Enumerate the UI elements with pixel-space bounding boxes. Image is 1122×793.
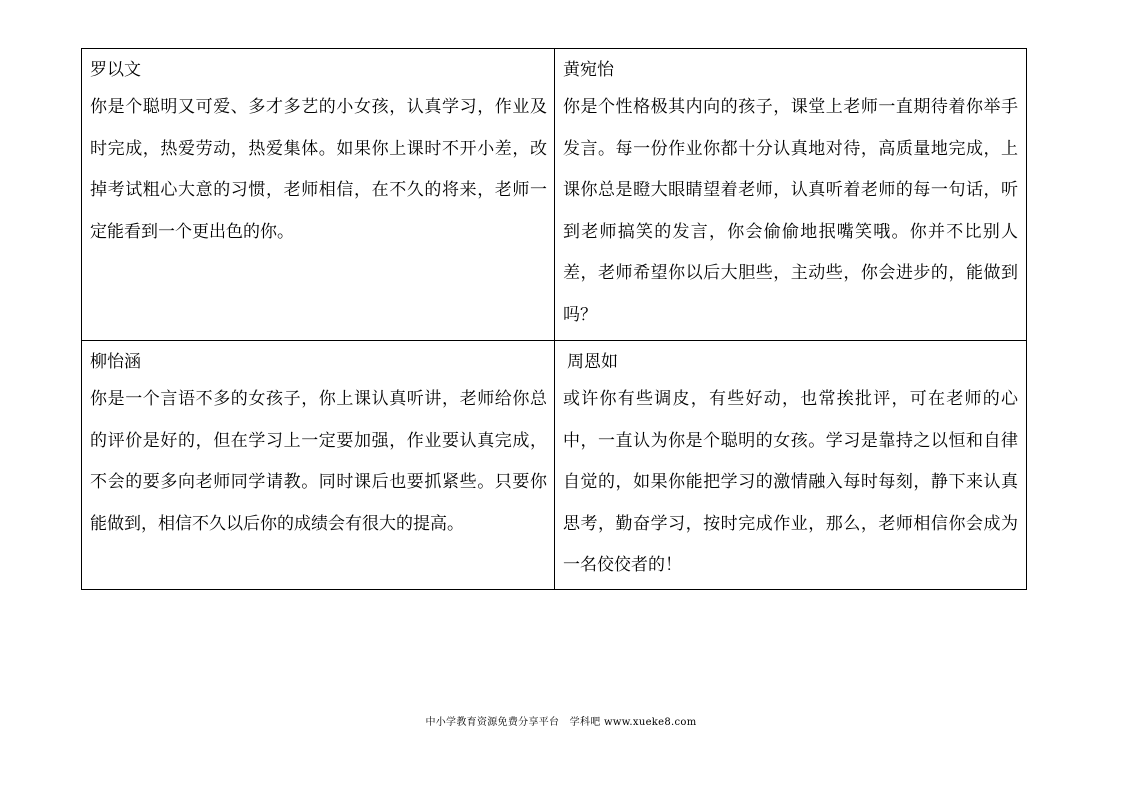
student-name: 黄宛怡: [563, 60, 614, 80]
student-name: 罗以文: [90, 60, 141, 80]
student-name: 周恩如: [567, 352, 618, 372]
comment-cell: [555, 49, 1026, 341]
comment-text: 你是一个言语不多的女孩子，你上课认真听讲，老师给你总的评价是好的，但在学习上一定要加强，作业要认真完成，不会的要多向老师同学请教。同时课后也要抓紧些。只要你能做到，相信不久以后你的成绩会有很大的提高。: [90, 389, 547, 534]
comment-text: 你是个性格极其内向的孩子，课堂上老师一直期待着你举手发言。每一份作业你都十分认真地对待，高质量地完成，上课你总是瞪大眼睛望着老师，认真听着老师的每一句话，听到老师搞笑的发言，你会偷偷地抿嘴笑哦。你并不比别人差，老师希望你以后大胆些，主动些，你会进步的，能做到吗？: [563, 97, 1018, 325]
comment-cell: [82, 341, 555, 589]
comment-text: 或许你有些调皮，有些好动，也常挨批评，可在老师的心中，一直认为你是个聪明的女孩。学习是靠持之以恒和自律自觉的，如果你能把学习的激情融入每时每刻，静下来认真思考，勤奋学习，按时完成作业，那么，老师相信你会成为一名佼佼者的！: [563, 389, 1018, 575]
comment-text: 你是个聪明又可爱、多才多艺的小女孩，认真学习，作业及时完成，热爱劳动，热爱集体。如果你上课时不开小差，改掉考试粗心大意的习惯，老师相信，在不久的将来，老师一定能看到一个更出色的你。: [90, 97, 547, 242]
student-name: 柳怡涵: [90, 352, 141, 372]
comment-cell: [555, 341, 1026, 589]
comments-table: [81, 48, 1027, 590]
page-footer: 中小学教育资源免费分享平台 学科吧 www.xueke8.com: [425, 717, 697, 728]
comment-cell: [82, 49, 555, 341]
